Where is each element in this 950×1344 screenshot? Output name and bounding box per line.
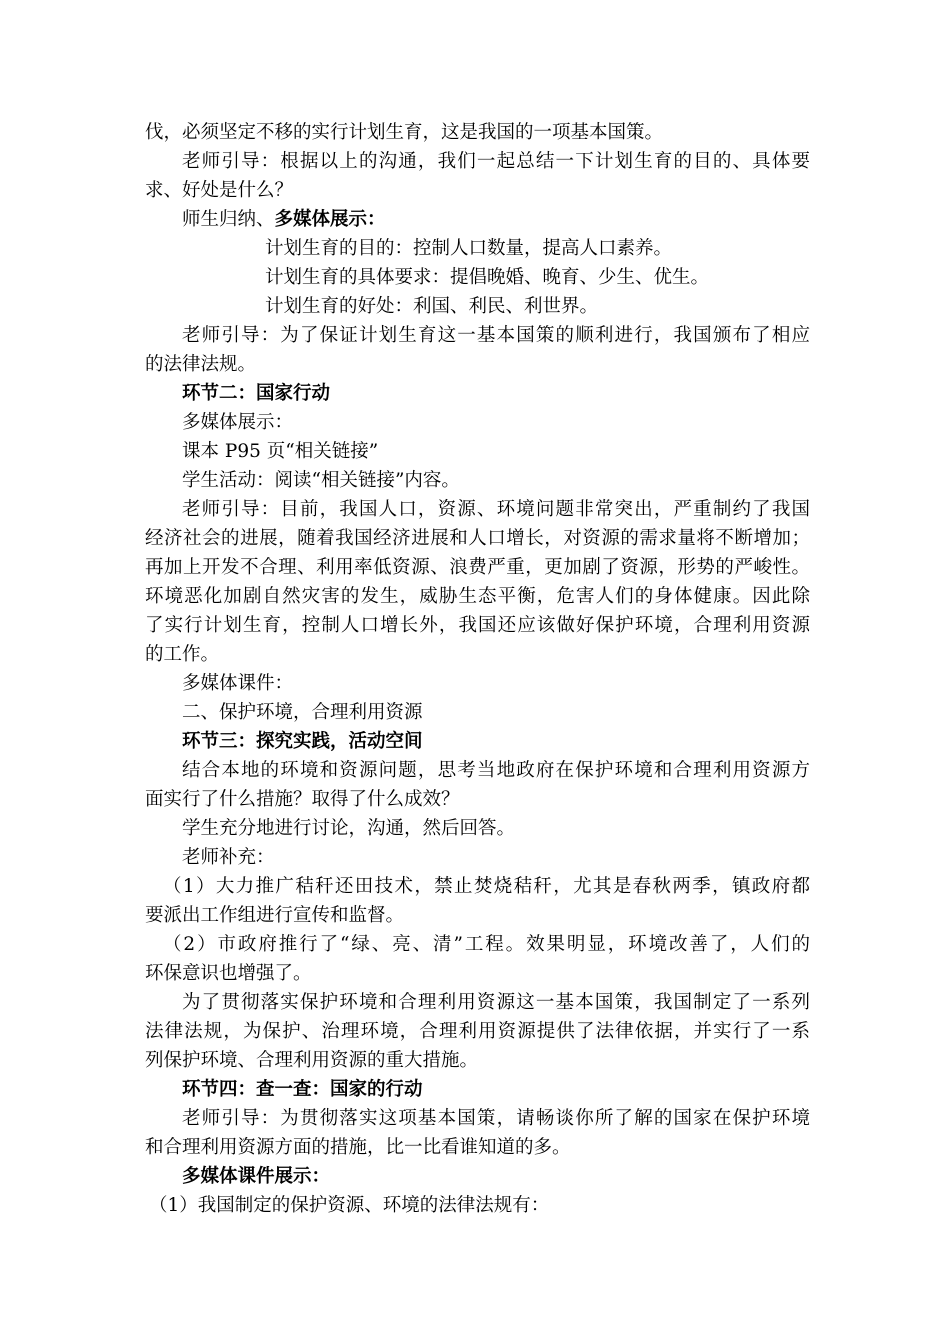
text-line: 老师引导：目前，我国人口，资源、环境问题非常突出，严重制约了我国 — [182, 499, 810, 520]
text-line: 面实行了什么措施？取得了什么成效？ — [145, 789, 460, 810]
text-line: 老师引导：为了保证计划生育这一基本国策的顺利进行，我国颁布了相应 — [182, 325, 810, 346]
text-line: 经济社会的进展，随着我国经济进展和人口增长，对资源的需求量将不断增加； — [145, 528, 810, 549]
text-line: 二、保护环境，合理利用资源 — [182, 702, 423, 723]
text-line: 和合理利用资源方面的措施，比一比看谁知道的多。 — [145, 1137, 571, 1158]
text-line: 再加上开发不合理、利用率低资源、浪费严重，更加剧了资源，形势的严峻性。 — [145, 557, 810, 578]
text-line: 的工作。 — [145, 644, 220, 665]
list-item: （2）市政府推行了“绿、亮、清”工程。效果明显，环境改善了，人们的 — [163, 934, 810, 955]
text-line: 多媒体课件： — [182, 673, 294, 694]
bold-text-run: 多媒体展示： — [274, 209, 386, 230]
text-line: 老师补充： — [182, 847, 275, 868]
text-line: 环保意识也增强了。 — [145, 963, 312, 984]
text-line: 伐，必须坚定不移的实行计划生育，这是我国的一项基本国策。 — [145, 122, 664, 143]
text-line: 老师引导：为贯彻落实这项基本国策，请畅谈你所了解的国家在保护环境 — [182, 1108, 810, 1129]
summary-line: 计划生育的好处：利国、利民、利世界。 — [265, 296, 599, 317]
text-line: 环境恶化加剧自然灾害的发生，威胁生态平衡，危害人们的身体健康。因此除 — [145, 586, 810, 607]
text-line: 多媒体展示： — [182, 412, 294, 433]
summary-line: 计划生育的具体要求：提倡晚婚、晚育、少生、优生。 — [265, 267, 710, 288]
text-line: 学生活动：阅读“相关链接”内容。 — [182, 470, 460, 491]
text-line: 学生充分地进行讨论，沟通，然后回答。 — [182, 818, 516, 839]
text-line: 法律法规，为保护、治理环境，合理利用资源提供了法律依据，并实行了一系 — [145, 1021, 810, 1042]
list-item: （1）大力推广秸秆还田技术，禁止焚烧秸秆，尤其是春秋两季，镇政府都 — [163, 876, 810, 897]
text-line: 的法律法规。 — [145, 354, 257, 375]
section-heading: 环节四：查一查：国家的行动 — [182, 1079, 423, 1100]
text-run: 师生归纳、 — [182, 209, 275, 230]
section-heading: 环节二：国家行动 — [182, 383, 331, 404]
section-heading: 环节三：探究实践，活动空间 — [182, 731, 423, 752]
list-item: （1）我国制定的保护资源、环境的法律法规有： — [149, 1195, 550, 1216]
summary-line: 计划生育的目的：控制人口数量，提高人口素养。 — [265, 238, 673, 259]
document-page — [145, 118, 810, 1220]
text-line: 老师引导：根据以上的沟通，我们一起总结一下计划生育的目的、具体要 — [182, 151, 810, 172]
text-line — [145, 205, 810, 234]
text-line: 课本 P95 页“相关链接” — [182, 441, 379, 462]
text-line: 为了贯彻落实保护环境和合理利用资源这一基本国策，我国制定了一系列 — [182, 992, 810, 1013]
text-line: 结合本地的环境和资源问题，思考当地政府在保护环境和合理利用资源方 — [182, 760, 810, 781]
subheading: 多媒体课件展示： — [182, 1166, 331, 1187]
text-line: 求、好处是什么？ — [145, 180, 294, 201]
text-line: 列保护环境、合理利用资源的重大措施。 — [145, 1050, 479, 1071]
text-line: 要派出工作组进行宣传和监督。 — [145, 905, 405, 926]
text-line: 了实行计划生育，控制人口增长外，我国还应该做好保护环境，合理利用资源 — [145, 615, 810, 636]
